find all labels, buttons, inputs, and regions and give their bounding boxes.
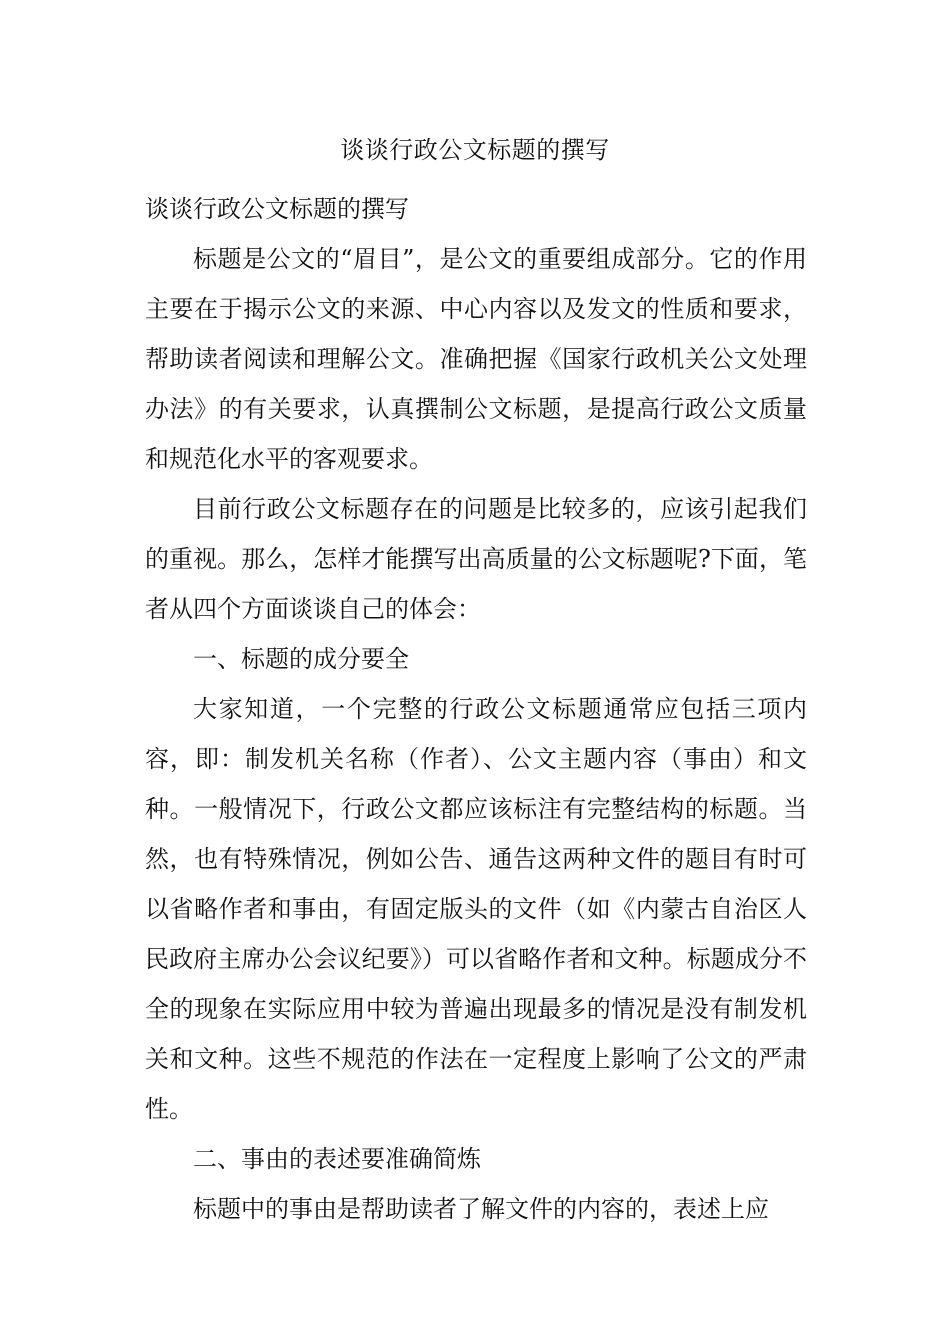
paragraph-problems: 目前行政公文标题存在的问题是比较多的，应该引起我们的重视。那么，怎样才能撰写出高质量的公文标题呢?下面，笔者从四个方面谈谈自己的体会： [145,495,807,623]
section-heading-1: 一、标题的成分要全 [193,645,409,673]
paragraph-section-1: 大家知道，一个完整的行政公文标题通常应包括三项内容，即：制发机关名称（作者）、公文主题内容（事由）和文种。一般情况下，行政公文都应该标注有完整结构的标题。当然，也有特殊情况，例如公告、通告这两种文件的题目有时可以省略作者和事由，有固定版头的文件（如《内蒙古自治区人民政府主席办公会议纪要》）可以省略作者和文种。标题成分不全的现象在实际应用中较为普遍出现最多的情况是没有制发机关和文种。这些不规范的作法在一定程度上影响了公文的严肃性。 [145,695,807,1123]
document-subtitle: 谈谈行政公文标题的撰写 [145,195,409,223]
document-body [145,184,807,1234]
section-heading-2: 二、事由的表述要准确简炼 [193,1145,481,1173]
document-title: 谈谈行政公文标题的撰写 [340,136,610,164]
paragraph-section-2: 标题中的事由是帮助读者了解文件的内容的，表述上应 [193,1195,769,1223]
paragraph-intro: 标题是公文的“眉目”，是公文的重要组成部分。它的作用主要在于揭示公文的来源、中心内容以及发文的性质和要求，帮助读者阅读和理解公文。准确把握《国家行政机关公文处理办法》的有关要求，认真撰制公文标题，是提高行政公文质量和规范化水平的客观要求。 [145,245,807,473]
